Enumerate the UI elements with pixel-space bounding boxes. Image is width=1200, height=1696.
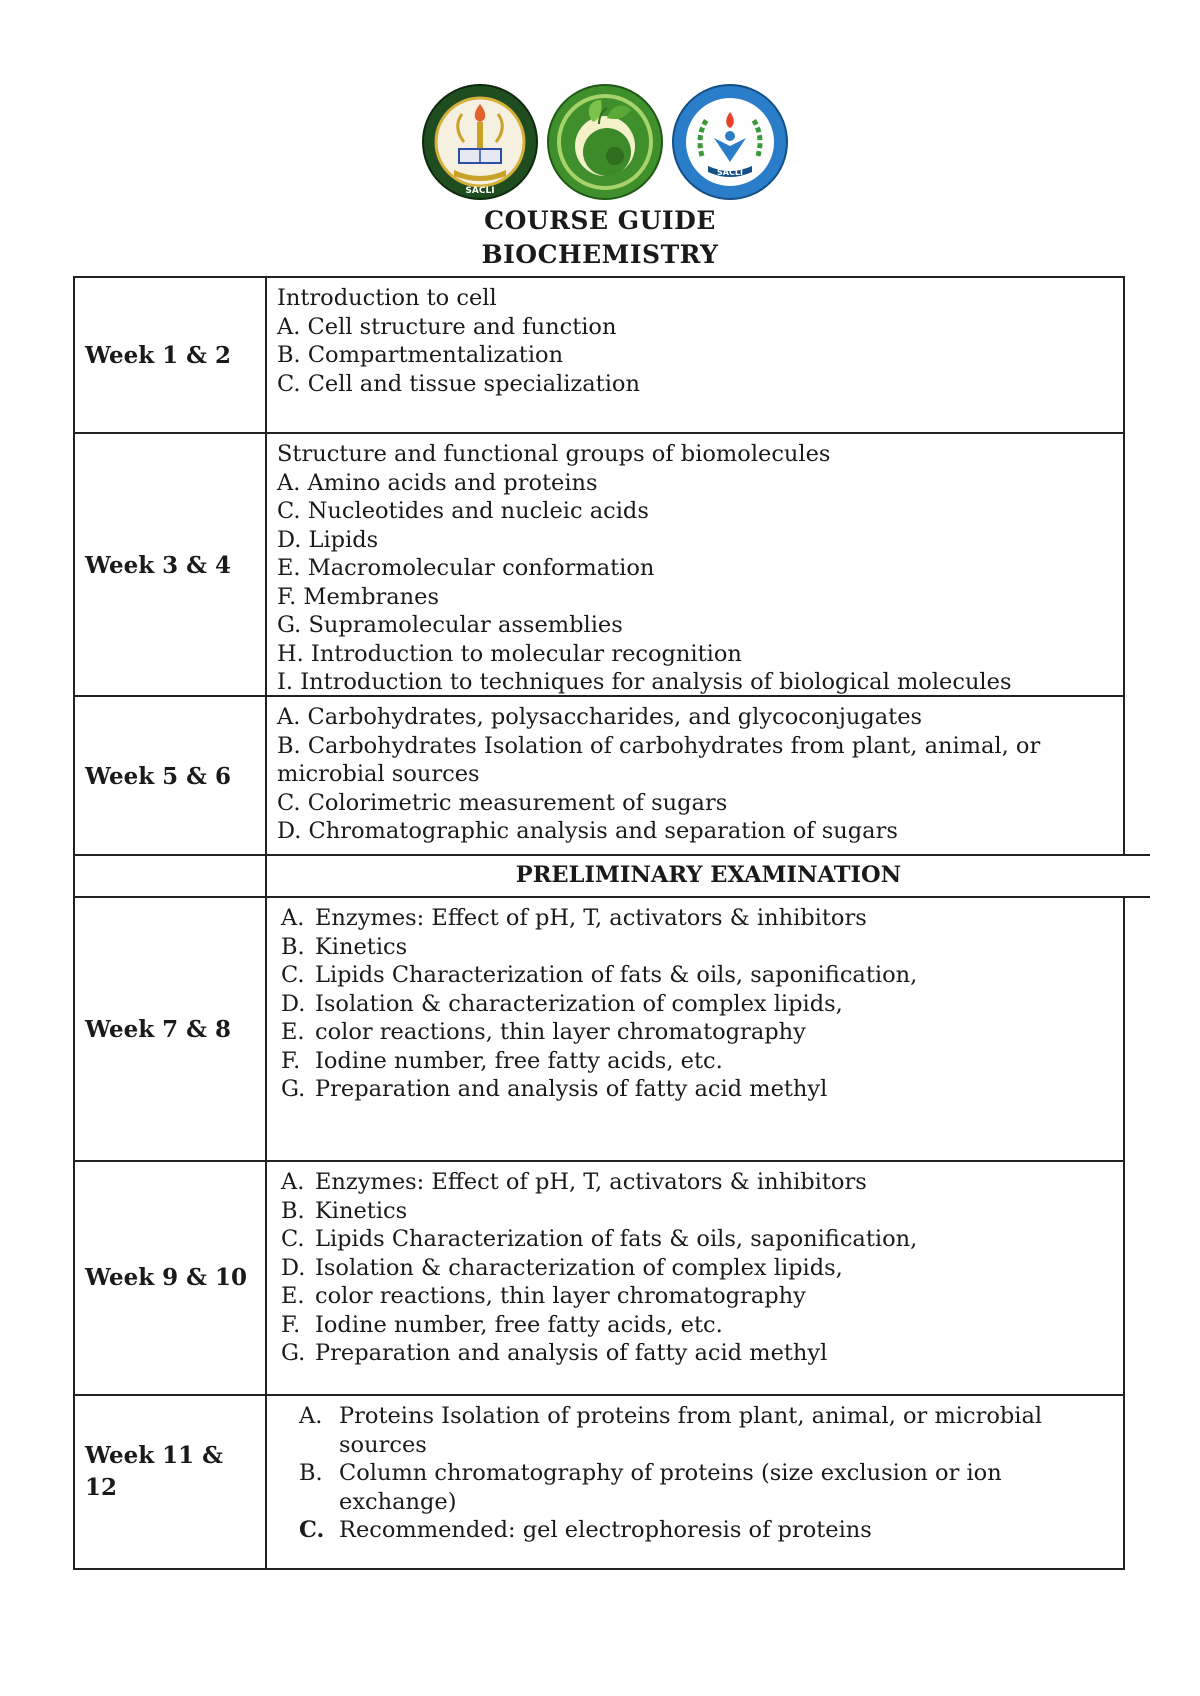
topics-cell <box>265 896 1125 1162</box>
list-item: C. Cell and tissue specialization <box>277 370 640 397</box>
list-item: B. Compartmentalization <box>277 342 564 368</box>
topics-cell <box>265 695 1125 856</box>
list-item: C. Lipids Characterization of fats & oils, saponification, <box>281 962 918 988</box>
svg-text:SACLI: SACLI <box>717 168 743 177</box>
week-cell <box>73 276 267 434</box>
list-item: I. Introduction to techniques for analysis of biological molecules <box>277 669 1012 695</box>
topics-cell <box>265 276 1125 434</box>
list-item: F. Iodine number, free fatty acids, etc. <box>281 1047 723 1074</box>
list-item: C. Recommended: gel electrophoresis of proteins <box>299 1517 872 1543</box>
exam-cell <box>265 854 1150 898</box>
exam-label: PRELIMINARY EXAMINATION <box>515 862 902 888</box>
list-item: Introduction to cell <box>277 285 497 311</box>
topic-list <box>277 1168 1119 1368</box>
topics-cell <box>265 1394 1125 1570</box>
topic-list <box>277 284 1119 398</box>
topics-cell <box>265 432 1125 697</box>
week-label: Week 11 & 12 <box>85 1442 223 1501</box>
list-item: E. Macromolecular conformation <box>277 555 655 581</box>
list-item: A. Amino acids and proteins <box>277 469 598 496</box>
list-item: A. Enzymes: Effect of pH, T, activators & inhibitors <box>281 1169 867 1195</box>
college-of-teacher-education-seal-icon <box>670 82 790 202</box>
week-label: Week 7 & 8 <box>85 1016 231 1043</box>
list-item: G. Supramolecular assemblies <box>277 612 623 638</box>
topic-list <box>267 1402 1119 1545</box>
week-label: Week 9 & 10 <box>85 1264 247 1291</box>
page-subtitle: BIOCHEMISTRY <box>481 240 719 269</box>
list-item: C. Colorimetric measurement of sugars <box>277 789 728 816</box>
topic-list <box>277 703 1119 846</box>
list-item-continuation: exchange) <box>339 1488 457 1515</box>
list-item: E. color reactions, thin layer chromatography <box>281 1019 806 1045</box>
list-item: Structure and functional groups of biomolecules <box>277 441 831 467</box>
list-item: C. Lipids Characterization of fats & oils, saponification, <box>281 1226 918 1252</box>
list-item: A. Carbohydrates, polysaccharides, and glycoconjugates <box>277 704 923 730</box>
list-item: C. Nucleotides and nucleic acids <box>277 498 649 524</box>
list-item: H. Introduction to molecular recognition <box>277 640 742 667</box>
list-item: A. Cell structure and function <box>277 313 617 340</box>
list-item: G. Preparation and analysis of fatty acid methyl <box>281 1076 828 1102</box>
week-cell <box>73 896 267 1162</box>
list-item: A. Enzymes: Effect of pH, T, activators & inhibitors <box>281 905 867 931</box>
week-cell <box>73 1160 267 1396</box>
list-item: B. Kinetics <box>281 933 408 960</box>
week-label: Week 1 & 2 <box>85 342 231 369</box>
school-of-education-seal-icon <box>420 82 540 202</box>
svg-text:SACLI: SACLI <box>465 186 495 196</box>
list-item: B. Column chromatography of proteins (size exclusion or ion <box>299 1460 1002 1486</box>
week-cell <box>73 695 267 856</box>
week-cell <box>73 1394 267 1570</box>
list-item: G. Preparation and analysis of fatty acid methyl <box>281 1340 828 1366</box>
week-cell <box>73 432 267 697</box>
college-leaf-seal-icon <box>545 82 665 202</box>
list-item-continuation: sources <box>339 1431 427 1458</box>
list-item: B. Kinetics <box>281 1197 408 1224</box>
logos-strip <box>420 82 790 202</box>
topic-list <box>277 904 1119 1104</box>
list-item: A. Proteins Isolation of proteins from plant, animal, or microbial <box>299 1403 1043 1429</box>
list-item: D. Chromatographic analysis and separation of sugars <box>277 818 898 844</box>
list-item: B. Carbohydrates Isolation of carbohydrates from plant, animal, or <box>277 732 1041 759</box>
topic-list <box>277 440 1119 697</box>
list-item: F. Membranes <box>277 583 440 610</box>
exam-empty-cell <box>73 854 267 898</box>
topics-cell <box>265 1160 1125 1396</box>
list-item: D. Lipids <box>277 526 379 553</box>
page-title: COURSE GUIDE <box>484 206 716 235</box>
list-item: D. Isolation & characterization of complex lipids, <box>281 990 843 1017</box>
week-label: Week 3 & 4 <box>85 552 231 579</box>
list-item: microbial sources <box>277 761 480 787</box>
list-item: E. color reactions, thin layer chromatography <box>281 1283 806 1309</box>
list-item: D. Isolation & characterization of complex lipids, <box>281 1254 843 1281</box>
list-item: F. Iodine number, free fatty acids, etc. <box>281 1311 723 1338</box>
week-label: Week 5 & 6 <box>85 763 231 790</box>
